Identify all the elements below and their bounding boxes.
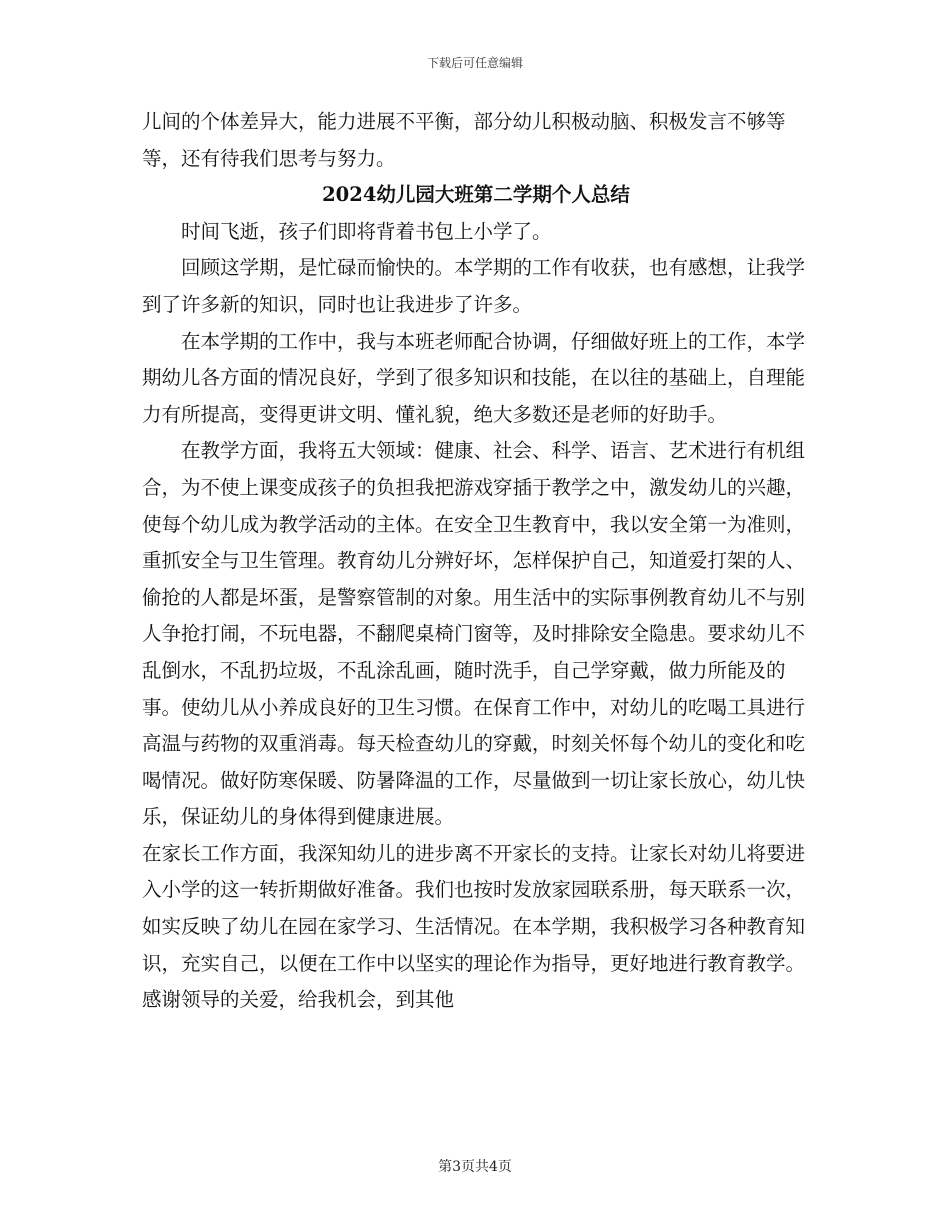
document-body [142, 104, 810, 1019]
continuation-paragraph: 儿间的个体差异大，能力进展不平衡，部分幼儿积极动脑、积极发言不够等等，还有待我们思考与努力。 [142, 110, 786, 170]
paragraph-4: 在教学方面，我将五大领域：健康、社会、科学、语言、艺术进行有机组合，为不使上课变成孩子的负担我把游戏穿插于教学之中，激发幼儿的兴趣，使每个幼儿成为教学活动的主体。在安全卫生教育中，我以安全第一为准则，重抓安全与卫生管理。教育幼儿分辨好坏，怎样保护自己，知道爱打架的人、偷抢的人都是坏蛋，是警察管制的对象。用生活中的实际事例教育幼儿不与别人争抢打闹，不玩电器，不翻爬桌椅门窗等，及时排除安全隐患。要求幼儿不乱倒水，不乱扔垃圾，不乱涂乱画，随时洗手，自己学穿戴，做力所能及的事。使幼儿从小养成良好的卫生习惯。在保育工作中，对幼儿的吃喝工具进行高温与药物的双重消毒。每天检查幼儿的穿戴，时刻关怀每个幼儿的变化和吃喝情况。做好防寒保暖、防暑降温的工作，尽量做到一切让家长放心，幼儿快乐，保证幼儿的身体得到健康进展。 [142, 439, 806, 829]
paragraph-2: 回顾这学期，是忙碌而愉快的。本学期的工作有收获，也有感想，让我学到了许多新的知识，同时也让我进步了许多。 [142, 256, 806, 316]
page-number: 第3页共4页 [438, 1159, 512, 1175]
page-header: 下载后可任意编辑 [426, 56, 523, 70]
paragraph-1: 时间飞逝，孩子们即将背着书包上小学了。 [181, 219, 552, 243]
paragraph-3: 在本学期的工作中，我与本班老师配合协调，仔细做好班上的工作，本学期幼儿各方面的情况良好，学到了很多知识和技能，在以往的基础上，自理能力有所提高，变得更讲文明、懂礼貌，绝大多数还是老师的好助手。 [142, 329, 806, 426]
paragraph-5: 在家长工作方面，我深知幼儿的进步离不开家长的支持。让家长对幼儿将要进入小学的这一转折期做好准备。我们也按时发放家园联系册，每天联系一次，如实反映了幼儿在园在家学习、生活情况。在本学期，我积极学习各种教育知识，充实自己，以便在工作中以坚实的理论作为指导，更好地进行教育教学。感谢领导的关爱，给我机会，到其他 [142, 841, 806, 1012]
document-title: 2024幼儿园大班第二学期个人总结 [322, 183, 630, 207]
